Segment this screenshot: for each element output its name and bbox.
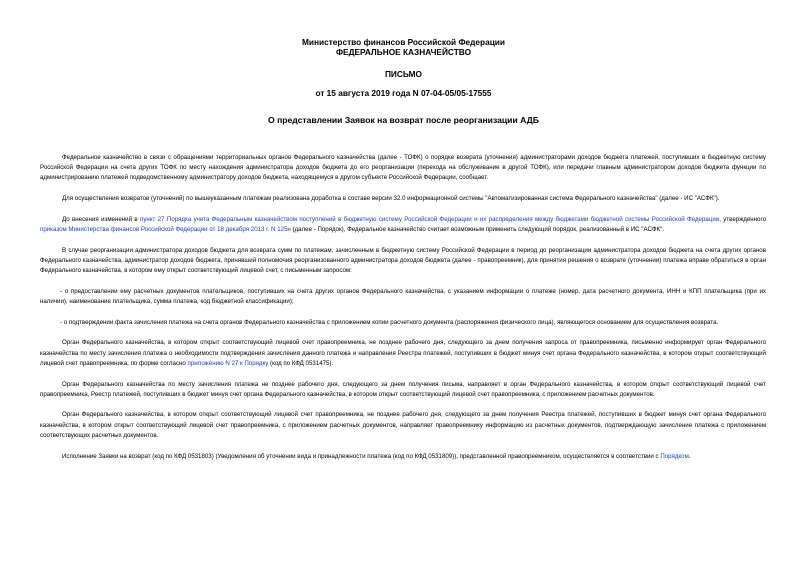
ministry-name: Министерство финансов Российской Федерации [301, 37, 506, 47]
paragraph-2: Для осуществления возвратов (уточнений) по вышеуказанным платежам реализована доработка в составе версии 32.0 информационной системы "Автоматизированная система Федерального казначейства" (далее - ИС "АСФК"). [62, 195, 720, 203]
letter-body [40, 153, 766, 462]
paragraph-1: Федеральное казначейство в связи с обращениями территориальных органов Федерального казначейства (далее - ТОФК) о порядке возврата (уточнения) администраторами доходов бюджета платежей, поступивших в бюджетную систему Российской Федерации на счета других ТОФК по месту нахождения администратора доходов бюджета до его реорганизации (перехода на обслуживание в другой ТОФК), или передачи главным администратором доходов бюджета функции по администрированию платежей подведомственному администратору доходов бюджета, находящемуся в другом субъекте Российской Федерации, сообщает. [40, 154, 766, 182]
paragraph-3 [40, 215, 766, 235]
paragraph-7-text: Орган Федерального казначейства, в котором открыт соответствующий лицевой счет правопреемника, не позднее рабочего дня, следующего за днем получения запроса от правопреемника, письменно информирует орган Федерального казначейства по месту зачисления платежа о необходимости подтверждения зачисления данного платежа и направления Реестра платежей, поступивших в бюджет минуя счет органа Федерального казначейства, в котором открыт соответствующий лицевой счет правопреемника, по форме согласно [40, 339, 766, 367]
document-date-number: от 15 августа 2019 года N 07-04-05/05-17555 [315, 88, 492, 98]
paragraph-8: Орган Федерального казначейства по месту зачисления платежа не позднее рабочего дня, следующего за днем получения письма, направляет в орган Федерального казначейства, в котором открыт соответствующий лицевой счет правопреемника, Реестр платежей, поступивших в бюджет минуя счет органа Федерального казначейства, в котором открыт соответствующий лицевой счет правопреемника, с приложением расчетных документов. [40, 380, 766, 398]
paragraph-3-text: До внесения изменений в [62, 215, 141, 223]
paragraph-7 [40, 338, 766, 369]
paragraph-3-text: (далее - Порядок), Федеральное казначейство считает возможным применить следующий порядок, реализованный в ИС "АСФК". [290, 226, 665, 234]
paragraph-10-text: . [688, 452, 691, 460]
paragraph-10 [40, 452, 766, 462]
paragraph-3-text: , утвержденного [719, 215, 766, 223]
paragraph-4: В случае реорганизации администратора доходов бюджета для возврата сумм по платежам, зачисленным в бюджетную систему Российской Федерации в период до реорганизации администратора доходов бюджета на счета других органов Федерального казначейства, администратор доходов бюджета, принявший полномочия реорганизованного администратора доходов бюджета (далее - правопреемник), для принятия решения о возврате (уточнении) платежа вправе обратиться в орган Федерального казначейства, в котором ему открыт соответствующий лицевой счет, с письменным запросом: [40, 246, 766, 275]
document-type: ПИСЬМО [384, 69, 423, 79]
paragraph-10-text: Исполнение Заявки на возврат (код по КФД 0531803) (Уведомления об уточнении вида и принадлежности платежа (код по КФД 0531809)), представленной правопреемником, осуществляется в соответствии с [62, 452, 661, 460]
link-minfin-order-125n[interactable]: приказом Министерства финансов Российской Федерации от 18 декабря 2013 г. N 125н [40, 226, 291, 234]
paragraph-7-text: (код по КФД 0531475). [268, 359, 334, 367]
paragraph-9: Орган Федерального казначейства, в котором открыт соответствующий лицевой счет правопреемника, не позднее рабочего дня, следующего за днем получения Реестра платежей, поступивших в бюджет минуя счет органа Федерального казначейства, в котором открыт соответствующий лицевой счет правопреемника, с приложением расчетных документов, направляет правопреемнику информацию из расчетных документов, подтверждающую зачисление платежа с приложением соответствующих расчетных документов. [40, 411, 766, 439]
list-item: - о подтверждении факта зачисления платежа на счета органов Федерального казначейства с приложением копии расчетного документа (распоряжения физического лица), являющегося основанием для осуществления возврата. [60, 318, 719, 326]
document-subject: О представлении Заявок на возврат после реорганизации АДБ [268, 115, 539, 125]
list-item: - о предоставлении ему расчетных документов плательщиков, поступивших на счета других органов Федерального казначейства, с указанием информации о платеже (номер, дата расчетного документа, ИНН и КПП плательщика (при их наличии), наименование плательщика, сумма платежа, код бюджетной классификации); [40, 287, 766, 306]
treasury-name: ФЕДЕРАЛЬНОЕ КАЗНАЧЕЙСТВО [335, 47, 472, 57]
link-appendix-27[interactable]: приложению N 27 к Порядку [187, 359, 269, 367]
link-order-point-27[interactable]: пункт 27 Порядка учета Федеральным казначейством поступлений в бюджетную систему Российской Федерации и их распределения между бюджетами бюджетной системы Российской Федерации [140, 215, 720, 223]
link-order[interactable]: Порядком [660, 452, 689, 460]
